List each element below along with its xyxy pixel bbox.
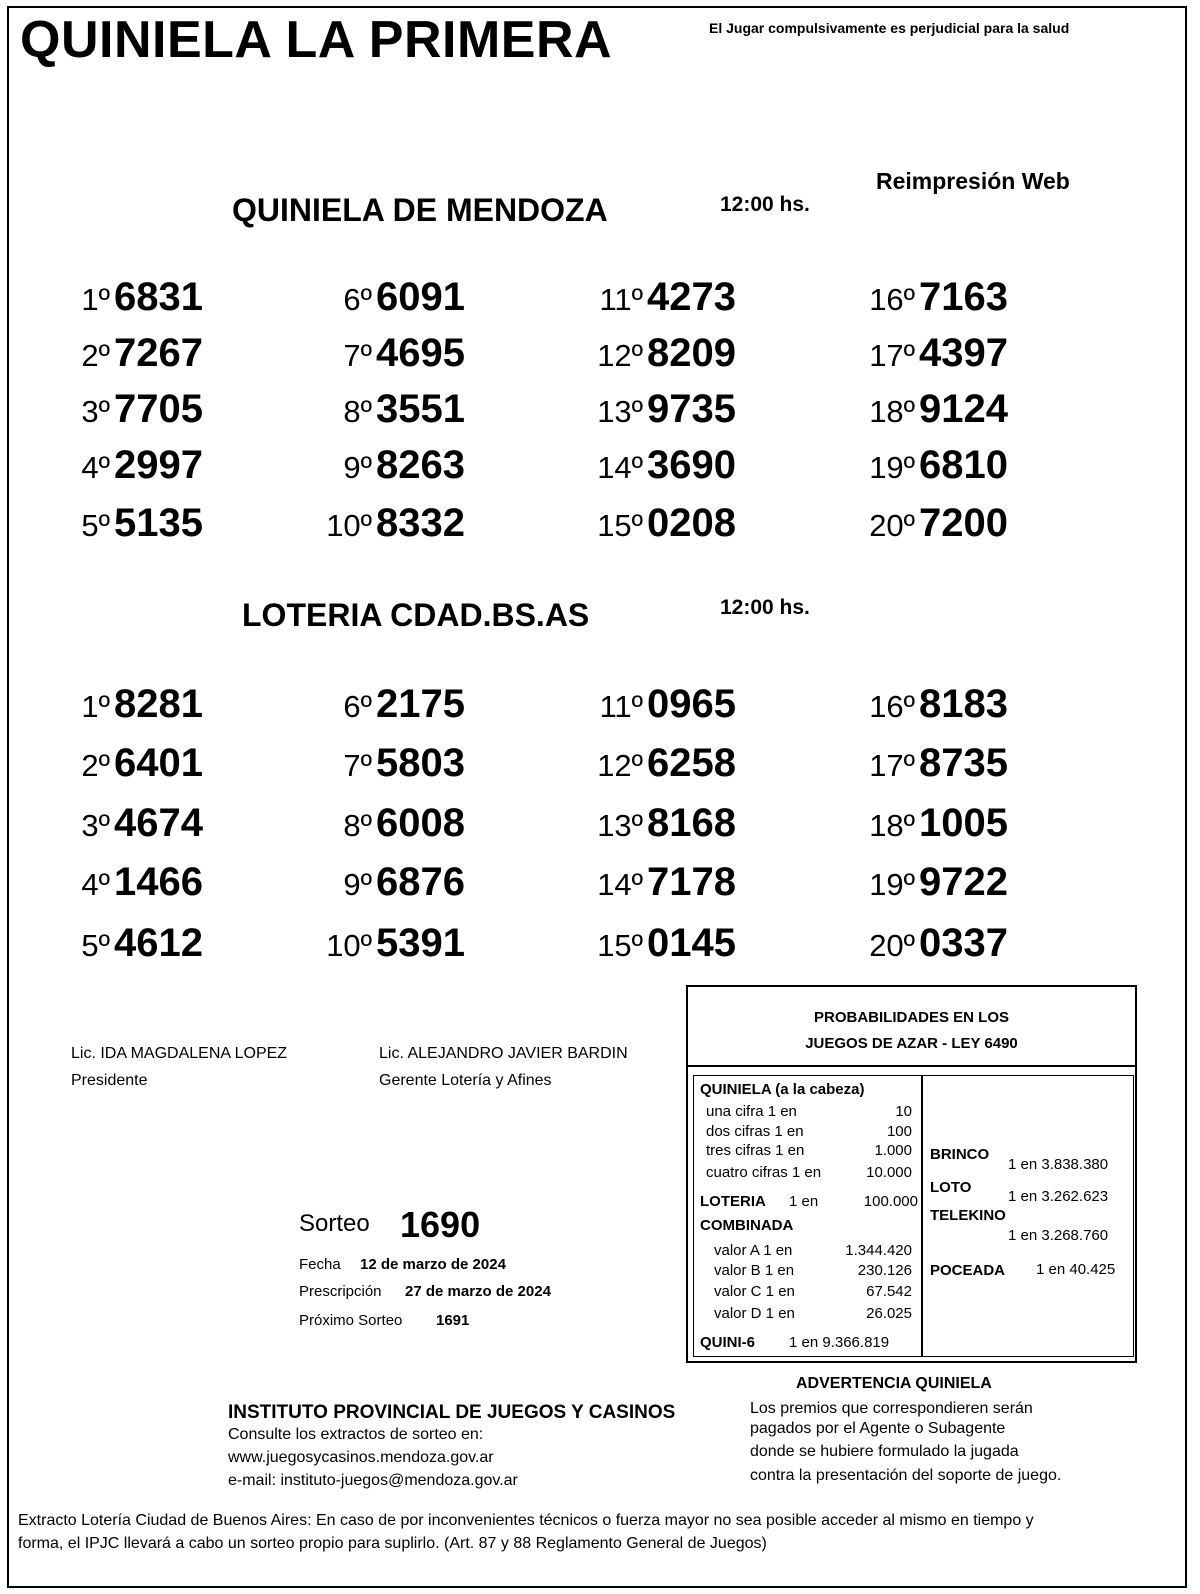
- result-number: 8735: [919, 741, 1008, 785]
- result-position: 14º: [597, 450, 643, 485]
- result-entry: [60, 387, 203, 432]
- prescripcion-value: 27 de marzo de 2024: [405, 1283, 551, 1300]
- probabilities-title-line2: JUEGOS DE AZAR - LEY 6490: [805, 1035, 1018, 1052]
- result-entry: [60, 501, 203, 546]
- result-entry: [865, 331, 1008, 376]
- result-number: 0208: [647, 501, 736, 545]
- result-number: 8332: [376, 501, 465, 545]
- poceada-prob-label: POCEADA: [930, 1262, 1006, 1279]
- probabilities-divider: [921, 1076, 923, 1356]
- signature-right-name: Lic. ALEJANDRO JAVIER BARDIN: [379, 1045, 628, 1062]
- combinada-prob-label: valor C 1 en: [714, 1283, 795, 1300]
- result-entry: [593, 682, 736, 727]
- result-position: 20º: [869, 928, 915, 963]
- fecha-value: 12 de marzo de 2024: [360, 1256, 506, 1273]
- reprint-label: Reimpresión Web: [876, 168, 1070, 194]
- result-position: 17º: [869, 748, 915, 783]
- result-position: 8º: [343, 394, 372, 429]
- result-number: 3551: [376, 387, 465, 431]
- brinco-prob-value: 1 en 3.838.380: [1008, 1156, 1109, 1173]
- quiniela-prob-label: dos cifras 1 en: [706, 1123, 804, 1140]
- instituto-email: e-mail: instituto-juegos@mendoza.gov.ar: [228, 1472, 518, 1489]
- section-title-mendoza: QUINIELA DE MENDOZA: [232, 192, 608, 228]
- result-position: 3º: [81, 808, 110, 843]
- result-position: 15º: [597, 928, 643, 963]
- result-position: 13º: [597, 394, 643, 429]
- combinada-prob-value: 26.025: [866, 1305, 912, 1322]
- quini6-prob-value: 1 en 9.366.819: [789, 1334, 890, 1351]
- result-entry: [593, 921, 736, 966]
- signature-left-role: Presidente: [71, 1072, 148, 1089]
- result-number: 6091: [376, 275, 465, 319]
- result-number: 4695: [376, 331, 465, 375]
- result-entry: [60, 741, 203, 786]
- result-number: 7705: [114, 387, 203, 431]
- result-position: 1º: [81, 282, 110, 317]
- result-position: 7º: [343, 338, 372, 373]
- result-number: 8168: [647, 801, 736, 845]
- signature-left-name: Lic. IDA MAGDALENA LOPEZ: [71, 1045, 288, 1062]
- result-position: 16º: [869, 282, 915, 317]
- result-number: 9722: [919, 860, 1008, 904]
- combinada-prob-label: valor D 1 en: [714, 1305, 795, 1322]
- result-entry: [865, 443, 1008, 488]
- advertencia-title: ADVERTENCIA QUINIELA: [796, 1375, 992, 1392]
- result-position: 4º: [81, 867, 110, 902]
- result-number: 6876: [376, 860, 465, 904]
- footer-note-line2: forma, el IPJC llevará a cabo un sorteo propio para suplirlo. (Art. 87 y 88 Reglamento General de Juegos): [18, 1535, 767, 1552]
- result-number: 7178: [647, 860, 736, 904]
- result-position: 10º: [326, 508, 372, 543]
- result-number: 6831: [114, 275, 203, 319]
- loteria-prob-en: 1 en: [789, 1193, 819, 1210]
- result-number: 2997: [114, 443, 203, 487]
- advertencia-line: donde se hubiere formulado la jugada: [750, 1443, 1019, 1460]
- result-position: 19º: [869, 867, 915, 902]
- sorteo-number: 1690: [400, 1204, 481, 1245]
- result-number: 4612: [114, 921, 203, 965]
- advertencia-line: pagados por el Agente o Subagente: [750, 1420, 1006, 1437]
- result-position: 5º: [81, 508, 110, 543]
- result-position: 12º: [597, 338, 643, 373]
- result-entry: [322, 387, 465, 432]
- result-position: 6º: [343, 282, 372, 317]
- result-entry: [322, 741, 465, 786]
- instituto-website: www.juegosycasinos.mendoza.gov.ar: [228, 1449, 494, 1466]
- telekino-prob-label: TELEKINO: [930, 1207, 1006, 1224]
- result-entry: [322, 921, 465, 966]
- result-number: 8263: [376, 443, 465, 487]
- result-entry: [865, 387, 1008, 432]
- footer-note-line1: Extracto Lotería Ciudad de Buenos Aires: En caso de por inconvenientes técnicos o fuerza mayor no sea posible acceder al mismo en tiempo y: [18, 1512, 1034, 1529]
- loteria-prob-label: LOTERIA: [700, 1193, 766, 1210]
- result-entry: [593, 443, 736, 488]
- result-entry: [593, 501, 736, 546]
- quiniela-prob-title: QUINIELA (a la cabeza): [700, 1081, 865, 1098]
- quini6-prob-label: QUINI-6: [700, 1334, 756, 1351]
- result-position: 19º: [869, 450, 915, 485]
- result-position: 15º: [597, 508, 643, 543]
- result-position: 5º: [81, 928, 110, 963]
- result-number: 8281: [114, 682, 203, 726]
- result-number: 8209: [647, 331, 736, 375]
- result-entry: [593, 860, 736, 905]
- result-entry: [322, 275, 465, 320]
- result-number: 7163: [919, 275, 1008, 319]
- result-number: 3690: [647, 443, 736, 487]
- result-number: 6810: [919, 443, 1008, 487]
- result-position: 10º: [326, 928, 372, 963]
- proximo-label: Próximo Sorteo: [299, 1312, 403, 1329]
- result-number: 5391: [376, 921, 465, 965]
- result-entry: [60, 801, 203, 846]
- result-entry: [593, 741, 736, 786]
- result-number: 2175: [376, 682, 465, 726]
- probabilities-title-line1: PROBABILIDADES EN LOS: [813, 1009, 1009, 1026]
- result-position: 20º: [869, 508, 915, 543]
- combinada-prob-value: 230.126: [857, 1262, 912, 1279]
- combinada-prob-value: 67.542: [866, 1283, 912, 1300]
- result-entry: [593, 387, 736, 432]
- result-position: 6º: [343, 689, 372, 724]
- quiniela-prob-label: cuatro cifras 1 en: [706, 1164, 822, 1181]
- telekino-prob-value: 1 en 3.268.760: [1008, 1227, 1109, 1244]
- sorteo-label: Sorteo: [299, 1210, 370, 1237]
- result-entry: [322, 860, 465, 905]
- result-entry: [865, 275, 1008, 320]
- quiniela-prob-value: 10: [895, 1103, 912, 1120]
- loto-prob-label: LOTO: [930, 1179, 972, 1196]
- result-position: 14º: [597, 867, 643, 902]
- result-number: 1466: [114, 860, 203, 904]
- result-number: 7200: [919, 501, 1008, 545]
- result-entry: [865, 501, 1008, 546]
- result-position: 8º: [343, 808, 372, 843]
- advertencia-line: contra la presentación del soporte de juego.: [750, 1467, 1062, 1484]
- poceada-prob-value: 1 en 40.425: [1036, 1261, 1116, 1278]
- result-position: 16º: [869, 689, 915, 724]
- result-position: 17º: [869, 338, 915, 373]
- probabilities-table: [693, 1075, 1134, 1357]
- result-position: 18º: [869, 394, 915, 429]
- result-position: 11º: [599, 282, 643, 317]
- result-number: 4397: [919, 331, 1008, 375]
- instituto-line: Consulte los extractos de sorteo en:: [228, 1426, 484, 1443]
- result-position: 2º: [81, 338, 110, 373]
- quiniela-prob-value: 100: [886, 1123, 912, 1140]
- section-time-mendoza: 12:00 hs.: [720, 193, 810, 216]
- result-position: 13º: [597, 808, 643, 843]
- fecha-label: Fecha: [299, 1256, 341, 1273]
- result-entry: [593, 331, 736, 376]
- result-position: 11º: [599, 689, 643, 724]
- result-entry: [60, 443, 203, 488]
- combinada-prob-title: COMBINADA: [700, 1217, 794, 1234]
- probabilities-header: [688, 987, 1135, 1067]
- result-entry: [865, 801, 1008, 846]
- signature-right-role: Gerente Lotería y Afines: [379, 1072, 552, 1089]
- result-position: 12º: [597, 748, 643, 783]
- advertencia-line: Los premios que correspondieren serán: [750, 1400, 1033, 1417]
- result-position: 3º: [81, 394, 110, 429]
- result-number: 0337: [919, 921, 1008, 965]
- quiniela-prob-label: tres cifras 1 en: [706, 1142, 805, 1159]
- result-position: 2º: [81, 748, 110, 783]
- result-number: 9735: [647, 387, 736, 431]
- loteria-prob-value: 100.000: [863, 1193, 918, 1210]
- result-position: 4º: [81, 450, 110, 485]
- result-number: 0145: [647, 921, 736, 965]
- health-warning: El Jugar compulsivamente es perjudicial para la salud: [709, 20, 1070, 36]
- quiniela-prob-value: 1.000: [874, 1142, 912, 1159]
- proximo-value: 1691: [436, 1312, 470, 1329]
- result-position: 9º: [343, 450, 372, 485]
- result-number: 0965: [647, 682, 736, 726]
- quiniela-prob-label: una cifra 1 en: [706, 1103, 797, 1120]
- result-number: 6008: [376, 801, 465, 845]
- result-number: 6401: [114, 741, 203, 785]
- result-entry: [60, 682, 203, 727]
- result-entry: [865, 860, 1008, 905]
- result-entry: [865, 921, 1008, 966]
- result-number: 4273: [647, 275, 736, 319]
- result-number: 5135: [114, 501, 203, 545]
- loto-prob-value: 1 en 3.262.623: [1008, 1188, 1109, 1205]
- result-entry: [322, 682, 465, 727]
- result-number: 5803: [376, 741, 465, 785]
- result-entry: [865, 682, 1008, 727]
- result-position: 1º: [81, 689, 110, 724]
- result-number: 1005: [919, 801, 1008, 845]
- brinco-prob-label: BRINCO: [930, 1146, 990, 1163]
- result-position: 18º: [869, 808, 915, 843]
- instituto-title: INSTITUTO PROVINCIAL DE JUEGOS Y CASINOS: [228, 1402, 676, 1423]
- result-position: 7º: [343, 748, 372, 783]
- result-entry: [322, 501, 465, 546]
- result-number: 7267: [114, 331, 203, 375]
- result-entry: [60, 921, 203, 966]
- probabilities-box: [686, 985, 1137, 1363]
- result-entry: [60, 860, 203, 905]
- result-entry: [322, 331, 465, 376]
- prescripcion-label: Prescripción: [299, 1283, 382, 1300]
- result-entry: [60, 275, 203, 320]
- section-time-buenos-aires: 12:00 hs.: [720, 596, 810, 619]
- result-number: 6258: [647, 741, 736, 785]
- result-number: 4674: [114, 801, 203, 845]
- result-number: 9124: [919, 387, 1008, 431]
- result-number: 8183: [919, 682, 1008, 726]
- page-title: QUINIELA LA PRIMERA: [20, 11, 613, 69]
- combinada-prob-value: 1.344.420: [845, 1242, 912, 1259]
- result-entry: [593, 801, 736, 846]
- section-title-buenos-aires: LOTERIA CDAD.BS.AS: [242, 597, 590, 633]
- combinada-prob-label: valor A 1 en: [714, 1242, 793, 1259]
- result-entry: [865, 741, 1008, 786]
- result-position: 9º: [343, 867, 372, 902]
- combinada-prob-label: valor B 1 en: [714, 1262, 795, 1279]
- result-entry: [322, 443, 465, 488]
- result-entry: [593, 275, 736, 320]
- quiniela-prob-value: 10.000: [866, 1164, 912, 1181]
- result-entry: [322, 801, 465, 846]
- result-entry: [60, 331, 203, 376]
